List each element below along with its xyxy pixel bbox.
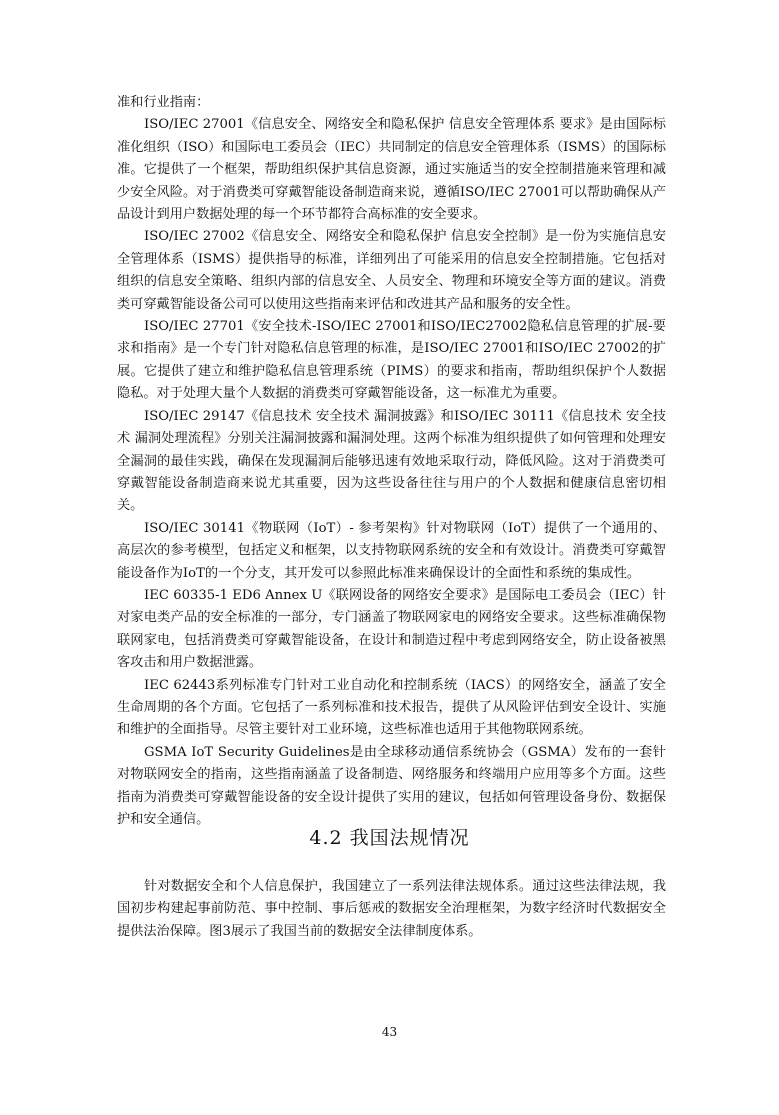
section-body-text <box>117 876 666 943</box>
paragraph-china-regulations: 针对数据安全和个人信息保护，我国建立了一系列法律法规体系。通过这些法律法规，我国初步构建起事前防范、事中控制、事后惩戒的数据安全治理框架，为数字经济时代数据安全提供法治保障。图3展示了我国当前的数据安全法律制度体系。 <box>117 879 666 939</box>
paragraph-gsma: GSMA IoT Security Guidelines是由全球移动通信系统协会（GSMA）发布的一套针对物联网安全的指南，这些指南涵盖了设备制造、网络服务和终端用户应用等多个方面。这些指南为消费类可穿戴智能设备的安全设计提供了实用的建议，包括如何管理设备身份、数据保护和安全通信。 <box>117 744 666 827</box>
paragraph-iso-30141: ISO/IEC 30141《物联网（IoT）- 参考架构》针对物联网（IoT）提供了一个通用的、高层次的参考模型，包括定义和框架，以支持物联网系统的安全和有效设计。消费类可穿戴智能设备作为IoT的一个分支，其开发可以参照此标准来确保设计的全面性和系统的集成性。 <box>117 520 666 581</box>
paragraph-iso-29147: ISO/IEC 29147《信息技术 安全技术 漏洞披露》和ISO/IEC 30111《信息技术 安全技术 漏洞处理流程》分别关注漏洞披露和漏洞处理。这两个标准为组织提供了如何管理和处理安全漏洞的最佳实践，确保在发现漏洞后能够迅速有效地采取行动，降低风险。这对于消费类可穿戴智能设备制造商来说尤其重要，因为这些设备往往与用户的个人数据和健康信息密切相关。 <box>117 408 666 514</box>
body-text <box>117 92 666 831</box>
paragraph-iso-27701: ISO/IEC 27701《安全技术-ISO/IEC 27001和ISO/IEC27002隐私信息管理的扩展-要求和指南》是一个专门针对隐私信息管理的标准，是ISO/IEC 27001和ISO/IEC 27002的扩展。它提供了建立和维护隐私信息管理系统（PIMS）的要求和指南，帮助组织保护个人数据隐私。对于处理大量个人数据的消费类可穿戴智能设备，这一标准尤为重要。 <box>117 319 666 402</box>
section-heading: 4.2 我国法规情况 <box>309 827 470 849</box>
page-number: 43 <box>381 1025 398 1039</box>
paragraph-iec-60335: IEC 60335-1 ED6 Annex U《联网设备的网络安全要求》是国际电工委员会（IEC）针对家电类产品的安全标准的一部分，专门涵盖了物联网家电的网络安全要求。这些标准确保物联网家电，包括消费类可穿戴智能设备，在设计和制造过程中考虑到网络安全，防止设备被黑客攻击和用户数据泄露。 <box>117 587 666 671</box>
paragraph-iec-62443: IEC 62443系列标准专门针对工业自动化和控制系统（IACS）的网络安全，涵盖了安全生命周期的各个方面。它包括了一系列标准和技术报告，提供了从风险评估到安全设计、实施和维护的全面指导。尽管主要针对工业环境，这些标准也适用于其他物联网系统。 <box>117 677 666 738</box>
paragraph-continuation: 准和行业指南： <box>117 95 210 110</box>
paragraph-iso-27001: ISO/IEC 27001《信息安全、网络安全和隐私保护 信息安全管理体系 要求》是由国际标准化组织（ISO）和国际电工委员会（IEC）共同制定的信息安全管理体系（ISMS）的国际标准。它提供了一个框架，帮助组织保护其信息资源，通过实施适当的安全控制措施来管理和减少安全风险。对于消费类可穿戴智能设备制造商来说，遵循ISO/IEC 27001可以帮助确保从产品设计到用户数据处理的每一个环节都符合高标准的安全要求。 <box>117 117 666 223</box>
paragraph-iso-27002: ISO/IEC 27002《信息安全、网络安全和隐私保护 信息安全控制》是一份为实施信息安全管理体系（ISMS）提供指导的标准，详细列出了可能采用的信息安全控制措施。它包括对组织的信息安全策略、组织内部的信息安全、人员安全、物理和环境安全等方面的建议。消费类可穿戴智能设备公司可以使用这些指南来评估和改进其产品和服务的安全性。 <box>117 229 666 312</box>
